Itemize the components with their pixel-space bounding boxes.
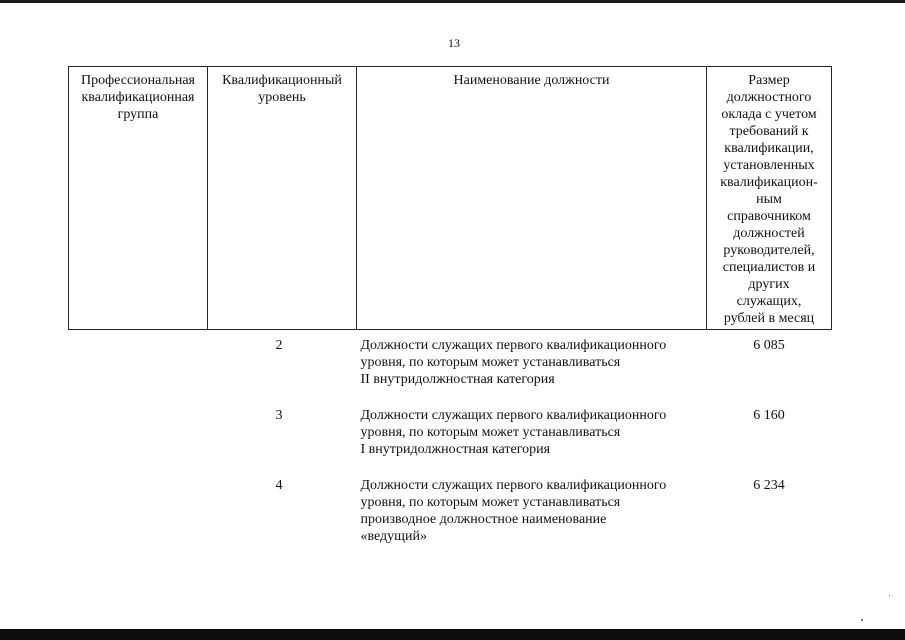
header-salary-line: других	[748, 277, 790, 292]
position-name-line: уровня, по которым может устанавливаться	[360, 355, 621, 370]
header-salary-line: рублей в месяц	[723, 311, 815, 326]
cell-group	[69, 330, 208, 402]
header-salary-line: установленных	[723, 158, 815, 173]
table-row	[69, 330, 832, 402]
scan-speck	[889, 595, 890, 596]
position-name-line: Должности служащих первого квалификационного	[360, 338, 667, 353]
header-salary-line: квалификации,	[724, 141, 814, 156]
header-salary-line: квалификацион-	[720, 175, 818, 190]
scan-edge-bottom	[0, 629, 905, 640]
position-name-line: «ведущий»	[360, 529, 427, 544]
cell-group	[69, 401, 208, 471]
table-row	[69, 401, 832, 471]
position-name-line: Должности служащих первого квалификационного	[360, 478, 667, 493]
header-salary-line: должностей	[733, 226, 805, 241]
header-salary-line: оклада с учетом	[721, 107, 817, 122]
header-salary-line: ным	[756, 192, 782, 207]
cell-group	[69, 471, 208, 558]
header-professional-group: Профессиональная квалификационная группа	[69, 67, 208, 330]
table-row	[69, 471, 832, 558]
cell-position-name	[357, 330, 707, 402]
position-name-line: Должности служащих первого квалификационного	[360, 408, 667, 423]
position-name-line: II внутридолжностная категория	[360, 372, 555, 387]
cell-level: 2	[275, 338, 283, 353]
header-salary-line: требований к	[729, 124, 809, 139]
cell-position-name	[357, 401, 707, 471]
header-qualification-level: Квалификационный уровень	[208, 67, 357, 330]
header-salary-line: специалистов и	[722, 260, 816, 275]
header-salary-line: руководителей,	[723, 243, 815, 258]
scan-speck	[861, 619, 863, 621]
cell-position-name	[357, 471, 707, 558]
header-salary-line: справочником	[727, 209, 811, 224]
header-salary	[707, 67, 832, 330]
cell-salary: 6 234	[753, 478, 785, 493]
page-number: 13	[448, 36, 460, 50]
cell-salary: 6 085	[753, 338, 785, 353]
position-name-line: уровня, по которым может устанавливаться	[360, 495, 621, 510]
position-name-line: производное должностное наименование	[360, 512, 607, 527]
header-salary-line: должностного	[726, 90, 812, 105]
header-salary-line: Размер	[748, 73, 790, 88]
salary-table	[68, 66, 832, 558]
header-salary-line: служащих,	[736, 294, 802, 309]
position-name-line: уровня, по которым может устанавливаться	[360, 425, 621, 440]
position-name-line: I внутридолжностная категория	[360, 442, 551, 457]
cell-level: 4	[275, 478, 283, 493]
header-position-name: Наименование должности	[357, 67, 707, 330]
table-header-row	[69, 67, 832, 330]
cell-salary: 6 160	[753, 408, 785, 423]
scan-edge-top	[0, 0, 905, 3]
cell-level: 3	[275, 408, 283, 423]
